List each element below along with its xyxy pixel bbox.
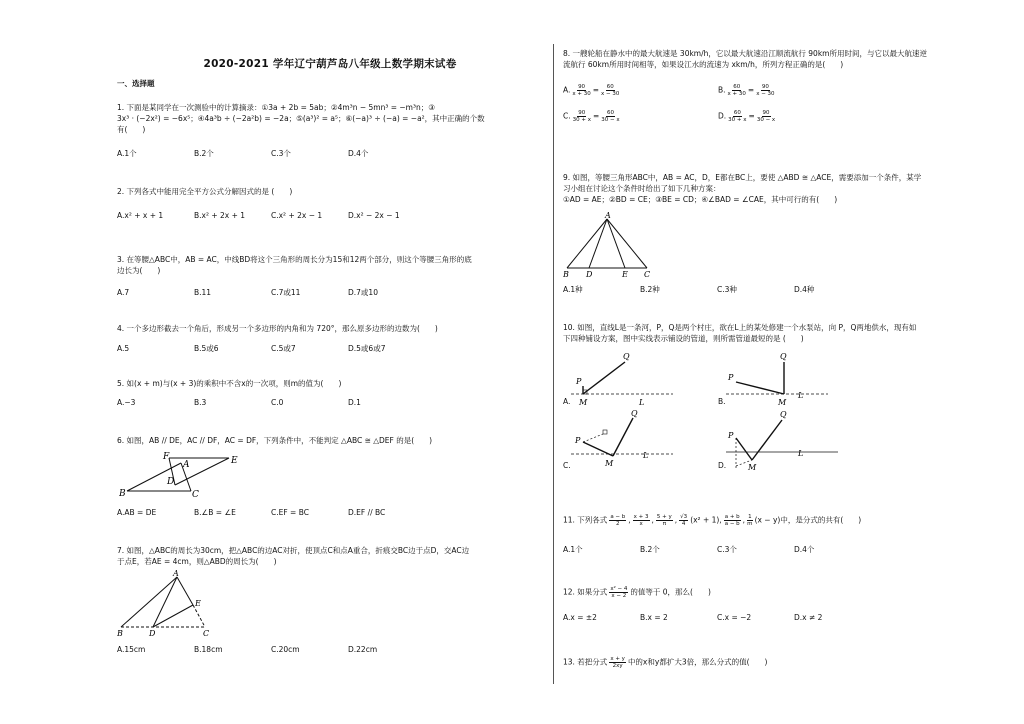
question-text: 3x³ · (−2x²) = −6x⁵；④4a³b ÷ (−2a²b) = −2a；⑤(a³)² = a⁵；⑥(−a)³ ÷ (−a) = −a²，其中正确的个数 xyxy=(117,114,485,123)
question-4 xyxy=(117,323,547,353)
denominator: 30 + x xyxy=(572,117,591,123)
question-11 xyxy=(563,514,1003,554)
answer-options xyxy=(563,612,871,623)
fraction xyxy=(609,586,628,599)
option-c[interactable]: C.0 xyxy=(271,398,284,407)
point-label: M xyxy=(748,463,757,472)
question-5 xyxy=(117,378,547,407)
point-label: L xyxy=(643,451,649,460)
question-text: 9. 如图，等腰三角形ABC中，AB = AC，D，E都在BC上，要使 △ABD ≅ △ACE，需要添加一个条件，某学 xyxy=(563,173,922,182)
point-label: C xyxy=(203,629,210,638)
option-d[interactable]: D.4个 xyxy=(348,149,369,158)
option-b[interactable]: B.18cm xyxy=(194,645,223,654)
option-d[interactable]: D.x² − 2x − 1 xyxy=(348,211,400,220)
denominator: 30 − x xyxy=(756,117,776,123)
expression-text: (x² + 1), xyxy=(690,515,722,525)
numerator: x² − 4 xyxy=(610,586,628,592)
denominator: x + 30 xyxy=(572,91,591,97)
option-d[interactable]: D. $\frac{60}{30 + x}$ = $\frac{90}{30 - x}$ xyxy=(718,110,776,123)
point-label: P xyxy=(728,431,734,440)
denominator: π xyxy=(662,521,666,527)
answer-options xyxy=(563,544,871,555)
question-text: 10. 如图，直线L是一条河，P，Q是两个村庄，欲在L上的某处修建一个水泵站，向 P，Q两地供水，现有如 xyxy=(563,323,917,332)
question-text: 4. 一个多边形截去一个角后，形成另一个多边形的内角和为 720°，那么原多边形的边数为( ) xyxy=(117,324,438,333)
fraction xyxy=(757,110,775,123)
option-a[interactable]: A.−3 xyxy=(117,398,136,407)
question-text: 7. 如图，△ABC的周长为30cm，把△ABC的边AC对折，使顶点C和点A重合，折痕交BC边于点D，交AC边 xyxy=(117,546,470,555)
option-letter[interactable]: B. xyxy=(718,397,726,406)
point-label: A xyxy=(605,212,611,220)
question-text: 有( ) xyxy=(117,125,146,134)
fraction xyxy=(728,84,746,97)
numerator: 90 xyxy=(761,84,769,90)
answer-options xyxy=(117,507,425,518)
option-d[interactable]: D.x ≠ 2 xyxy=(794,613,823,622)
option-letter: A. xyxy=(563,85,571,95)
fraction xyxy=(601,84,619,97)
point-label: P xyxy=(728,373,734,382)
option-c[interactable]: C.x = −2 xyxy=(717,613,752,622)
option-a[interactable]: A.5 xyxy=(117,344,130,353)
section-heading: 一、选择题 xyxy=(117,79,155,88)
point-label: Q xyxy=(631,410,638,418)
page-title: 2020-2021 学年辽宁葫芦岛八年级上数学期末试卷 xyxy=(203,58,457,70)
option-a[interactable]: A.x² + x + 1 xyxy=(117,211,164,220)
denominator: x − 30 xyxy=(601,91,620,97)
fraction xyxy=(747,514,753,527)
question-suffix: 中的x和y都扩大3倍，那么分式的值( ) xyxy=(627,657,768,667)
option-d[interactable]: D.4种 xyxy=(794,285,815,294)
answer-options xyxy=(117,397,425,408)
option-a[interactable]: A.15cm xyxy=(117,645,146,654)
denominator: x − 2 xyxy=(611,593,627,599)
point-label: D xyxy=(586,270,593,278)
option-a[interactable]: A.1个 xyxy=(117,149,137,158)
fraction xyxy=(728,110,746,123)
point-label: E xyxy=(231,456,238,466)
fraction xyxy=(572,84,590,97)
option-letter: C. xyxy=(563,111,571,121)
isosceles-figure-q9 xyxy=(563,212,663,278)
point-label: E xyxy=(622,270,628,278)
option-c[interactable]: C.5或7 xyxy=(271,344,296,353)
option-c[interactable]: C.3个 xyxy=(271,149,291,158)
column-divider xyxy=(553,44,554,684)
question-text: 5. 如(x + m)与(x + 3)的乘积中不含x的一次项，则m的值为( ) xyxy=(117,379,342,388)
numerator: 1 xyxy=(748,514,752,520)
question-12 xyxy=(563,586,1003,622)
option-letter: B. xyxy=(718,85,726,95)
fraction xyxy=(756,84,774,97)
numerator: x + y xyxy=(610,656,625,662)
fraction xyxy=(601,110,619,123)
option-c[interactable]: C.7或11 xyxy=(271,288,301,297)
point-label: Q xyxy=(623,352,630,361)
question-text: 1. 下面是某同学在一次测验中的计算摘录：①3a + 2b = 5ab；②4m³n − 5mn³ = −m³n；③ xyxy=(117,103,435,112)
option-letter: D. xyxy=(718,111,727,121)
denominator: a − b xyxy=(724,521,740,527)
denominator: x + 30 xyxy=(727,91,746,97)
numerator: 60 xyxy=(606,84,614,90)
answer-options xyxy=(117,287,425,298)
point-label: P xyxy=(575,436,581,445)
denominator: 2xy xyxy=(612,663,623,669)
question-suffix: 中，是分式的共有( ) xyxy=(780,515,862,525)
pipeline-option-d[interactable] xyxy=(718,410,848,476)
option-letter[interactable]: A. xyxy=(563,397,571,406)
answer-options xyxy=(117,148,425,159)
point-label: L xyxy=(798,449,804,458)
question-text: 下四种铺设方案，图中实线表示铺设的管道，则所需管道最短的是 ( ) xyxy=(563,334,804,343)
denominator: 4 xyxy=(681,521,686,527)
question-prefix: 13. 若把分式 xyxy=(563,657,608,667)
question-suffix: 的值等于 0，那么( ) xyxy=(630,587,711,597)
option-a[interactable]: A.1种 xyxy=(563,285,583,294)
option-b[interactable]: B.2个 xyxy=(194,149,214,158)
denominator: 2 xyxy=(616,521,620,527)
numerator: x + 3 xyxy=(633,514,649,520)
denominator: 30 + x xyxy=(728,117,747,123)
question-text: ①AD = AE；②BD = CE；③BE = CD；④∠BAD = ∠CAE，其中可行的有( ) xyxy=(563,195,838,204)
numerator: a + b xyxy=(724,514,740,520)
point-label: E xyxy=(195,599,201,608)
option-c[interactable]: C.EF = BC xyxy=(271,508,309,517)
option-letter[interactable]: C. xyxy=(563,461,571,470)
question-text: 2. 下列各式中能用完全平方公式分解因式的是 ( ) xyxy=(117,187,293,196)
point-label: A xyxy=(183,460,190,470)
numerator: 60 xyxy=(733,110,741,116)
option-c[interactable]: C.x² + 2x − 1 xyxy=(271,211,323,220)
answer-options xyxy=(563,284,871,295)
option-b[interactable]: B.∠B = ∠E xyxy=(194,508,236,517)
option-b[interactable]: B.3 xyxy=(194,398,207,407)
point-label: B xyxy=(119,489,126,499)
point-label: Q xyxy=(780,352,787,361)
option-b[interactable]: B.x² + 2x + 1 xyxy=(194,211,246,220)
pipeline-option-a[interactable] xyxy=(563,350,683,412)
option-d[interactable]: D.EF // BC xyxy=(348,508,386,517)
question-6 xyxy=(117,435,547,517)
fraction xyxy=(609,514,626,527)
option-a[interactable]: A.AB = DE xyxy=(117,508,157,517)
option-b[interactable]: B.11 xyxy=(194,288,212,297)
fraction xyxy=(633,514,650,527)
question-1 xyxy=(117,102,557,158)
point-label: M xyxy=(579,398,588,407)
option-b[interactable]: B.5或6 xyxy=(194,344,219,353)
fraction xyxy=(573,110,591,123)
question-text xyxy=(563,656,1003,669)
question-text xyxy=(563,586,1003,599)
denominator: x xyxy=(639,521,643,527)
point-label: M xyxy=(778,398,787,407)
point-label: B xyxy=(563,270,569,278)
question-text: 6. 如图，AB // DE，AC // DF，AC = DF，下列条件中，不能判定 △ABC ≅ △DEF 的是( ) xyxy=(117,436,433,445)
numerator: 90 xyxy=(578,84,586,90)
point-label: M xyxy=(605,459,614,468)
question-9 xyxy=(563,172,1003,294)
answer-options xyxy=(117,343,425,354)
numerator: a − b xyxy=(610,514,626,520)
expression-text: (x − y) xyxy=(754,515,781,525)
denominator: x − 30 xyxy=(756,91,775,97)
denominator: 30 − x xyxy=(601,117,620,123)
point-label: L xyxy=(639,398,645,407)
question-text: 边长为( ) xyxy=(117,266,161,275)
answer-options xyxy=(117,644,425,655)
option-a[interactable]: A.1个 xyxy=(563,545,583,554)
question-prefix: 11. 下列各式 xyxy=(563,515,608,525)
option-b[interactable]: B.2个 xyxy=(640,545,660,554)
numerator: 90 xyxy=(762,110,770,116)
option-c[interactable]: C.3种 xyxy=(717,285,737,294)
numerator: 90 xyxy=(578,110,586,116)
numerator: 5 + y xyxy=(656,514,672,520)
question-7 xyxy=(117,545,557,654)
option-d[interactable]: D.5或6或7 xyxy=(348,344,386,353)
option-d[interactable]: D.7或10 xyxy=(348,288,378,297)
option-d[interactable]: D.4个 xyxy=(794,545,815,554)
option-letter[interactable]: D. xyxy=(718,461,727,470)
fraction xyxy=(609,656,626,669)
numerator: 60 xyxy=(733,84,741,90)
option-c[interactable]: C.20cm xyxy=(271,645,300,654)
option-b[interactable]: B.2种 xyxy=(640,285,660,294)
triangle-figure-q6 xyxy=(119,451,249,499)
option-d[interactable]: D.1 xyxy=(348,398,361,407)
point-label: A xyxy=(173,569,179,578)
fraction xyxy=(656,514,673,527)
option-a[interactable]: A.x = ±2 xyxy=(563,613,597,622)
option-d[interactable]: D.22cm xyxy=(348,645,378,654)
triangle-figure-q7 xyxy=(117,569,227,639)
question-2 xyxy=(117,186,547,220)
point-label: C xyxy=(644,270,651,278)
answer-options xyxy=(117,210,425,221)
fraction xyxy=(679,514,688,527)
question-text: 8. 一艘轮船在静水中的最大航速是 30km/h，它以最大航速沿江顺流航行 90km所用时间，与它以最大航速逆 xyxy=(563,49,927,58)
question-8 xyxy=(563,48,1003,123)
option-a[interactable]: A.7 xyxy=(117,288,130,297)
question-13 xyxy=(563,656,1003,669)
point-label: P xyxy=(576,377,582,386)
question-text: 习小组在讨论这个条件时给出了如下几种方案： xyxy=(563,184,721,193)
fraction xyxy=(724,514,741,527)
option-b[interactable]: B. $\frac{60}{x + 30}$ = $\frac{90}{x - 30}$ xyxy=(718,84,775,97)
point-label: C xyxy=(192,490,199,499)
point-label: F xyxy=(163,452,170,462)
numerator: √3 xyxy=(680,514,688,520)
pipeline-option-b[interactable] xyxy=(718,350,838,412)
option-c[interactable]: C.3个 xyxy=(717,545,737,554)
point-label: Q xyxy=(780,410,787,419)
question-text: 11. 下列各式 $\frac{a - b}{2}$ , $\frac{x + 3}{x}$ , $\frac{5 + y}{\pi}$ , $\frac{√3}{4}$ (x² + 1), $\frac{a + b}{a - b}$ , $\frac{1}{m}$ (x − y)中，是分式的共有( ) xyxy=(563,514,862,527)
point-label: D xyxy=(149,629,156,638)
point-label: B xyxy=(117,629,123,638)
denominator: m xyxy=(747,521,753,527)
question-text: 3. 在等腰△ABC中，AB = AC，中线BD将这个三角形的周长分为15和12两个部分，则这个等腰三角形的底 xyxy=(117,255,472,264)
option-c[interactable]: C. $\frac{90}{30 + x}$ = $\frac{60}{30 - x}$ xyxy=(563,110,620,123)
option-b[interactable]: B.x = 2 xyxy=(640,613,668,622)
pipeline-option-c[interactable] xyxy=(563,410,683,476)
option-a[interactable]: A. $\frac{90}{x + 30}$ = $\frac{60}{x - 30}$ xyxy=(563,84,620,97)
question-prefix: 12. 如果分式 xyxy=(563,587,608,597)
question-3 xyxy=(117,254,547,297)
question-text: 流航行 60km所用时间相等，如果设江水的流速为 xkm/h，所列方程正确的是( ) xyxy=(563,60,844,69)
numerator: 60 xyxy=(606,110,614,116)
question-text: 于点E，若AE = 4cm，则△ABD的周长为( ) xyxy=(117,557,277,566)
point-label: L xyxy=(798,391,804,400)
point-label: D xyxy=(167,477,175,487)
question-10 xyxy=(563,322,1003,472)
